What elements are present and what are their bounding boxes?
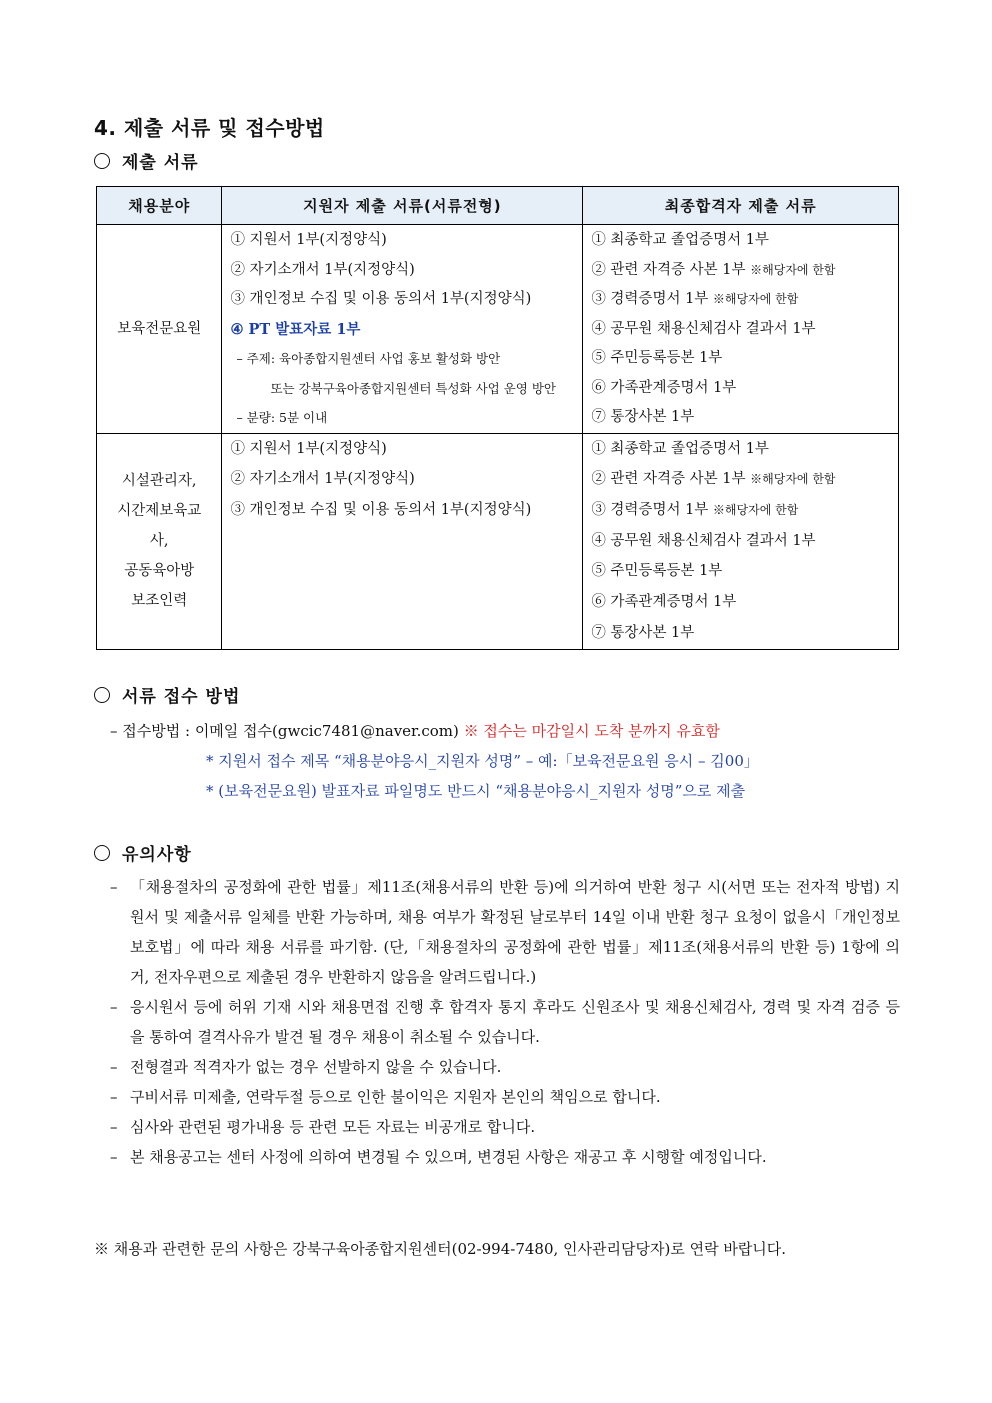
list-item: ③ 개인정보 수집 및 이용 동의서 1부(지정양식) — [230, 291, 532, 307]
field-cell: 보육전문요원 — [97, 225, 222, 434]
header-field: 채용분야 — [97, 187, 222, 225]
field-cell: 시설관리자, 시간제보육교 사, 공동육아방 보조인력 — [97, 433, 222, 649]
list-item: 또는 강북구육아종합지원센터 특성화 사업 운영 방안 — [270, 380, 556, 396]
circle-bullet-icon — [94, 687, 110, 703]
list-item: ③ 경력증명서 1부 ※해당자에 한함 — [591, 291, 799, 307]
list-item: ② 관련 자격증 사본 1부 ※해당자에 한함 — [591, 261, 836, 278]
list-item: – 본 채용공고는 센터 사정에 의하여 변경될 수 있으며, 변경된 사항은 재공고 후 시행할 예정입니다. — [110, 1148, 767, 1166]
table-header-row — [97, 187, 899, 225]
table-row — [97, 225, 899, 434]
notes-list — [110, 872, 900, 1172]
circle-bullet-icon — [94, 153, 110, 169]
deadline-note: ※ 접수는 마감일시 도착 분까지 유효함 — [463, 722, 720, 740]
submission-method — [110, 716, 759, 806]
list-item: ① 지원서 1부(지정양식) — [230, 440, 387, 457]
list-item: – 구비서류 미제출, 연락두절 등으로 인한 불이익은 지원자 본인의 책임으로 합니다. — [110, 1088, 661, 1106]
list-item: ⑦ 통장사본 1부 — [591, 409, 695, 425]
applicant-docs-cell — [222, 433, 583, 649]
list-item: ② 자기소개서 1부(지정양식) — [230, 261, 415, 278]
list-item: ③ 개인정보 수집 및 이용 동의서 1부(지정양식) — [230, 501, 532, 518]
method-line: – 접수방법 : 이메일 접수(gwcic7481@naver.com) ※ 접수는 마감일시 도착 분까지 유효함 — [110, 722, 720, 740]
documents-table — [96, 186, 899, 650]
section-title: 4. 제출 서류 및 접수방법 — [94, 116, 325, 140]
table-row — [97, 433, 899, 649]
final-docs-cell — [583, 433, 899, 649]
list-item: ② 자기소개서 1부(지정양식) — [230, 471, 415, 488]
final-docs-cell — [583, 225, 899, 434]
list-item: ③ 경력증명서 1부 ※해당자에 한함 — [591, 501, 799, 518]
method-line: * 지원서 접수 제목 “채용분야응시_지원자 성명” – 예:「보육전문요원 응시 – 김00」 — [206, 752, 759, 770]
list-item: ④ 공무원 채용신체검사 결과서 1부 — [591, 320, 816, 337]
list-item: ⑤ 주민등록등본 1부 — [591, 350, 723, 366]
list-item: ② 관련 자격증 사본 1부 ※해당자에 한함 — [591, 471, 836, 488]
header-applicant-docs: 지원자 제출 서류(서류전형) — [222, 187, 583, 225]
list-item: ⑥ 가족관계증명서 1부 — [591, 379, 737, 396]
list-item: ④ PT 발표자료 1부 — [230, 320, 361, 338]
list-item: ⑥ 가족관계증명서 1부 — [591, 593, 737, 610]
list-item: ⑤ 주민등록등본 1부 — [591, 563, 723, 580]
list-item: ① 지원서 1부(지정양식) — [230, 232, 387, 248]
list-item: – 전형결과 적격자가 없는 경우 선발하지 않을 수 있습니다. — [110, 1058, 502, 1076]
applicant-docs-cell — [222, 225, 583, 434]
list-item: – 응시원서 등에 허위 기재 시와 채용면접 진행 후 합격자 통지 후라도 신원조사 및 채용신체검사, 경력 및 자격 검증 등을 통하여 결격사유가 발견 될 경우 채용이 취소될 수 있습니다. — [110, 998, 900, 1046]
list-item: – 심사와 관련된 평가내용 등 관련 모든 자료는 비공개로 합니다. — [110, 1118, 536, 1136]
list-item: ① 최종학교 졸업증명서 1부 — [591, 440, 769, 457]
subsection-notes: 유의사항 — [94, 840, 192, 865]
list-item: ⑦ 통장사본 1부 — [591, 624, 695, 641]
subsection-submission-method: 서류 접수 방법 — [94, 682, 240, 707]
header-final-docs: 최종합격자 제출 서류 — [583, 187, 899, 225]
list-item: – 분량: 5분 이내 — [236, 410, 328, 425]
list-item: – 주제: 육아종합지원센터 사업 홍보 활성화 방안 — [236, 351, 501, 366]
subsection-documents: 제출 서류 — [94, 148, 199, 173]
contact-note: ※ 채용과 관련한 문의 사항은 강북구육아종합지원센터(02-994-7480, 인사관리담당자)로 연락 바랍니다. — [94, 1240, 787, 1258]
list-item: ④ 공무원 채용신체검사 결과서 1부 — [591, 532, 816, 549]
method-line: * (보육전문요원) 발표자료 파일명도 반드시 “채용분야응시_지원자 성명”으로 제출 — [206, 782, 746, 800]
list-item: ① 최종학교 졸업증명서 1부 — [591, 232, 769, 248]
list-item: – 「채용절차의 공정화에 관한 법률」제11조(채용서류의 반환 등)에 의거하여 반환 청구 시(서면 또는 전자적 방법) 지원서 및 제출서류 일체를 반환 가능하며, 채용 여부가 확정된 날로부터 14일 이내 반환 청구 요청이 없을시「개인정보 보호법」에 따라 채용 서류를 파기함. (단,「채용절차의 공정화에 관한 법률」제11조(채용서류의 반환 등) 1항에 의거, 전자우편으로 제출된 경우 반환하지 않음을 알려드립니다.) — [110, 878, 900, 986]
circle-bullet-icon — [94, 845, 110, 861]
